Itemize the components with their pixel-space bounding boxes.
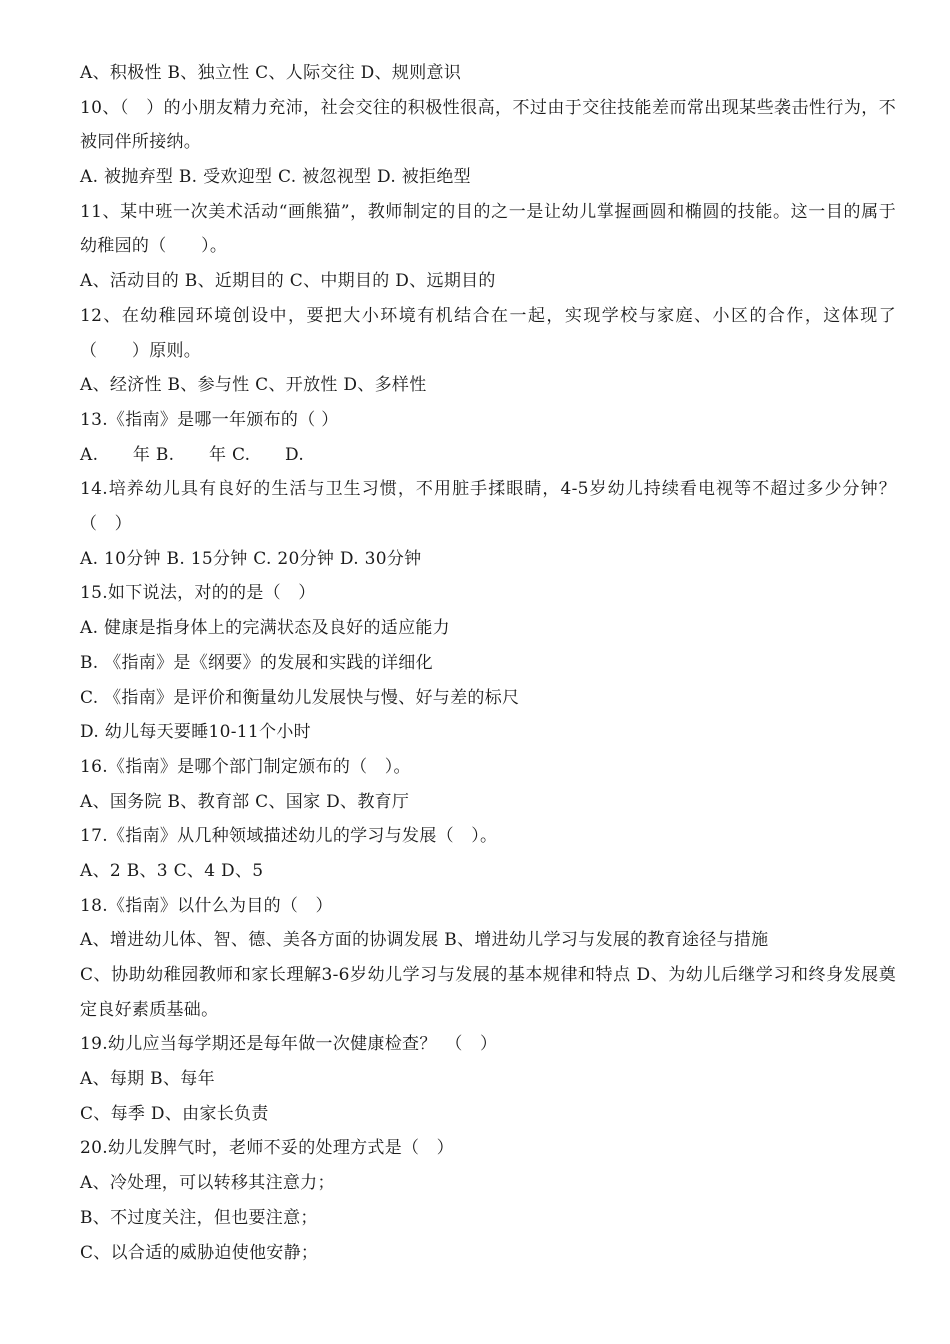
option-15-c: C. 《指南》是评价和衡量幼儿发展快与慢、好与差的标尺	[80, 687, 520, 708]
question-15: 15.如下说法，对的的是（ ）	[80, 583, 316, 604]
option-20-a: A、冷处理，可以转移其注意力；	[80, 1173, 335, 1194]
option-line-18-ab: A、增进幼儿体、智、德、美各方面的协调发展 B、增进幼儿学习与发展的教育途径与措施	[80, 930, 769, 951]
option-line-10: A. 被抛弃型 B. 受欢迎型 C. 被忽视型 D. 被拒绝型	[80, 167, 471, 188]
option-line-12: A、经济性 B、参与性 C、开放性 D、多样性	[80, 375, 427, 396]
option-20-b: B、不过度关注，但也要注意；	[80, 1207, 318, 1228]
option-15-a: A. 健康是指身体上的完满状态及良好的适应能力	[80, 618, 450, 639]
option-20-c: C、以合适的威胁迫使他安静；	[80, 1242, 319, 1263]
question-12: 12、在幼稚园环境创设中，要把大小环境有机结合在一起，实现学校与家庭、小区的合作，这体现了（ ）原则。	[80, 305, 896, 361]
question-10: 10、（ ）的小朋友精力充沛，社会交往的积极性很高，不过由于交往技能差而常出现某些袭击性行为，不被同伴所接纳。	[80, 97, 896, 153]
question-18: 18.《指南》以什么为目的（ ）	[80, 895, 333, 916]
option-line-11: A、活动目的 B、近期目的 C、中期目的 D、远期目的	[80, 271, 496, 292]
question-19: 19.幼儿应当每学期还是每年做一次健康检查？ （ ）	[80, 1034, 498, 1055]
option-line-17: A、2 B、3 C、4 D、5	[80, 860, 264, 881]
option-line-9: A、积极性 B、独立性 C、人际交往 D、规则意识	[80, 63, 462, 83]
question-14: 14.培养幼儿具有良好的生活与卫生习惯，不用脏手揉眼睛，4-5岁幼儿持续看电视等不超过多少分钟？（ ）	[80, 479, 896, 535]
option-line-19-ab: A、每期 B、每年	[80, 1069, 215, 1090]
question-20: 20.幼儿发脾气时，老师不妥的处理方式是（ ）	[80, 1138, 454, 1159]
question-17: 17.《指南》从几种领域描述幼儿的学习与发展（ ）。	[80, 826, 498, 847]
option-line-19-cd: C、每季 D、由家长负责	[80, 1103, 269, 1124]
option-line-14: A. 10分钟 B. 15分钟 C. 20分钟 D. 30分钟	[80, 548, 422, 569]
question-13: 13.《指南》是哪一年颁布的（ ）	[80, 409, 339, 430]
option-line-13: A. 年 B. 年 C. D.	[80, 444, 305, 465]
option-15-d: D. 幼儿每天要睡10-11个小时	[80, 722, 311, 743]
question-16: 16.《指南》是哪个部门制定颁布的（ ）。	[80, 756, 411, 777]
option-line-16: A、国务院 B、教育部 C、国家 D、教育厅	[80, 791, 410, 812]
option-line-18-cd: C、协助幼稚园教师和家长理解3-6岁幼儿学习与发展的基本规律和特点 D、为幼儿后继学习和终身发展奠定良好素质基础。	[80, 965, 896, 1020]
document-page	[80, 56, 896, 1270]
question-11: 11、某中班一次美术活动“画熊猫”，教师制定的目的之一是让幼儿掌握画圆和椭圆的技能。这一目的属于幼稚园的（ ）。	[80, 201, 896, 257]
option-15-b: B. 《指南》是《纲要》的发展和实践的详细化	[80, 652, 433, 673]
